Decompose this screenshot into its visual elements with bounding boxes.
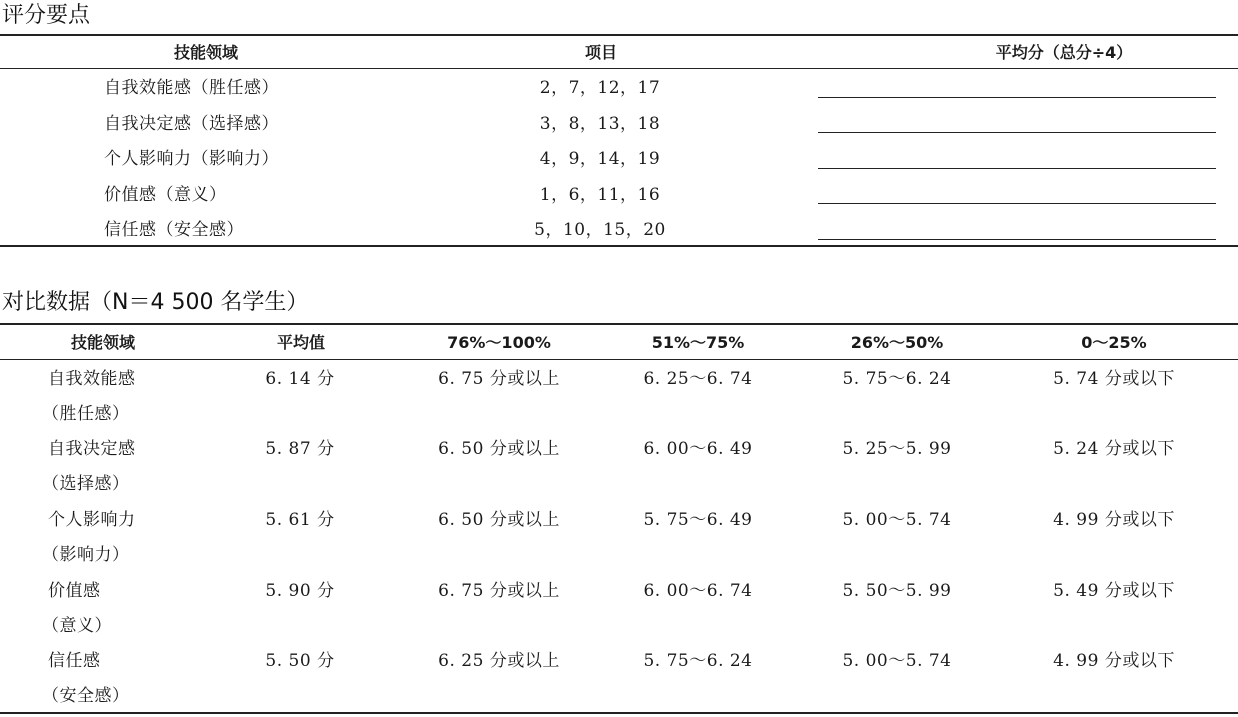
- comparison-mean-cell: 5. 50 分: [265, 651, 335, 671]
- scoring-domain-cell: 价值感（意义）: [104, 185, 227, 205]
- comparison-q1-cell: 6. 50 分或以上: [438, 439, 560, 459]
- comparison-q2-cell: 6. 00～6. 74: [643, 581, 753, 601]
- average-blank-line: [818, 132, 1216, 133]
- comparison-q1-cell: 6. 75 分或以上: [438, 581, 560, 601]
- comparison-section-title: 对比数据（N＝4 500 名学生）: [2, 290, 309, 315]
- scoring-header-domain: 技能领域: [173, 43, 239, 62]
- comparison-header-mean: 平均值: [276, 333, 326, 352]
- comparison-top-rule: [0, 323, 1238, 325]
- comparison-domain-cell: 个人影响力: [48, 510, 136, 530]
- average-blank-line: [818, 239, 1216, 240]
- scoring-domain-cell: 个人影响力（影响力）: [104, 149, 279, 169]
- comparison-q2-cell: 6. 25～6. 74: [643, 369, 753, 389]
- comparison-header-q4: 0～25%: [1081, 333, 1147, 352]
- comparison-q4-cell: 4. 99 分或以下: [1053, 510, 1175, 530]
- comparison-q3-cell: 5. 00～5. 74: [842, 651, 952, 671]
- scoring-items-cell: 5，10，15，20: [534, 220, 666, 240]
- average-blank-line: [818, 168, 1216, 169]
- scoring-items-cell: 3，8，13，18: [539, 114, 661, 134]
- scoring-bottom-rule: [0, 245, 1238, 247]
- comparison-domain-sub-cell: （选择感）: [42, 474, 130, 494]
- comparison-mean-cell: 6. 14 分: [265, 369, 335, 389]
- comparison-header-rule: [0, 359, 1238, 360]
- comparison-header-q2: 51%～75%: [651, 333, 745, 352]
- comparison-mean-cell: 5. 90 分: [265, 581, 335, 601]
- comparison-domain-cell: 自我效能感: [48, 369, 136, 389]
- scoring-header-rule: [0, 68, 1238, 69]
- comparison-q4-cell: 5. 24 分或以下: [1053, 439, 1175, 459]
- scoring-items-cell: 4，9，14，19: [539, 149, 661, 169]
- comparison-q2-cell: 6. 00～6. 49: [643, 439, 753, 459]
- comparison-mean-cell: 5. 61 分: [265, 510, 335, 530]
- comparison-domain-sub-cell: （胜任感）: [42, 404, 130, 424]
- comparison-q3-cell: 5. 25～5. 99: [842, 439, 952, 459]
- comparison-mean-cell: 5. 87 分: [265, 439, 335, 459]
- comparison-q3-cell: 5. 75～6. 24: [842, 369, 952, 389]
- comparison-q3-cell: 5. 50～5. 99: [842, 581, 952, 601]
- scoring-header-average: 平均分（总分÷4）: [995, 43, 1133, 62]
- comparison-header-q1: 76%～100%: [447, 333, 551, 352]
- comparison-domain-cell: 信任感: [48, 651, 101, 671]
- scoring-domain-cell: 自我决定感（选择感）: [104, 114, 279, 134]
- comparison-domain-sub-cell: （影响力）: [42, 545, 130, 565]
- comparison-domain-cell: 自我决定感: [48, 439, 136, 459]
- comparison-bottom-rule: [0, 712, 1238, 714]
- comparison-q1-cell: 6. 50 分或以上: [438, 510, 560, 530]
- comparison-header-q3: 26%～50%: [850, 333, 944, 352]
- comparison-domain-cell: 价值感: [48, 581, 101, 601]
- scoring-items-cell: 1，6，11，16: [539, 185, 661, 205]
- comparison-q2-cell: 5. 75～6. 49: [643, 510, 753, 530]
- comparison-domain-sub-cell: （意义）: [42, 616, 112, 636]
- average-blank-line: [818, 97, 1216, 98]
- scoring-domain-cell: 信任感（安全感）: [104, 220, 244, 240]
- comparison-header-domain: 技能领域: [70, 333, 136, 352]
- scoring-header-items: 项目: [584, 43, 618, 62]
- comparison-q3-cell: 5. 00～5. 74: [842, 510, 952, 530]
- comparison-q4-cell: 4. 99 分或以下: [1053, 651, 1175, 671]
- comparison-q1-cell: 6. 75 分或以上: [438, 369, 560, 389]
- comparison-q4-cell: 5. 49 分或以下: [1053, 581, 1175, 601]
- comparison-domain-sub-cell: （安全感）: [42, 686, 130, 706]
- scoring-section-title: 评分要点: [2, 3, 91, 28]
- scoring-top-rule: [0, 34, 1238, 36]
- comparison-q1-cell: 6. 25 分或以上: [438, 651, 560, 671]
- scoring-items-cell: 2，7，12，17: [539, 78, 661, 98]
- comparison-q2-cell: 5. 75～6. 24: [643, 651, 753, 671]
- comparison-q4-cell: 5. 74 分或以下: [1053, 369, 1175, 389]
- average-blank-line: [818, 203, 1216, 204]
- scoring-domain-cell: 自我效能感（胜任感）: [104, 78, 279, 98]
